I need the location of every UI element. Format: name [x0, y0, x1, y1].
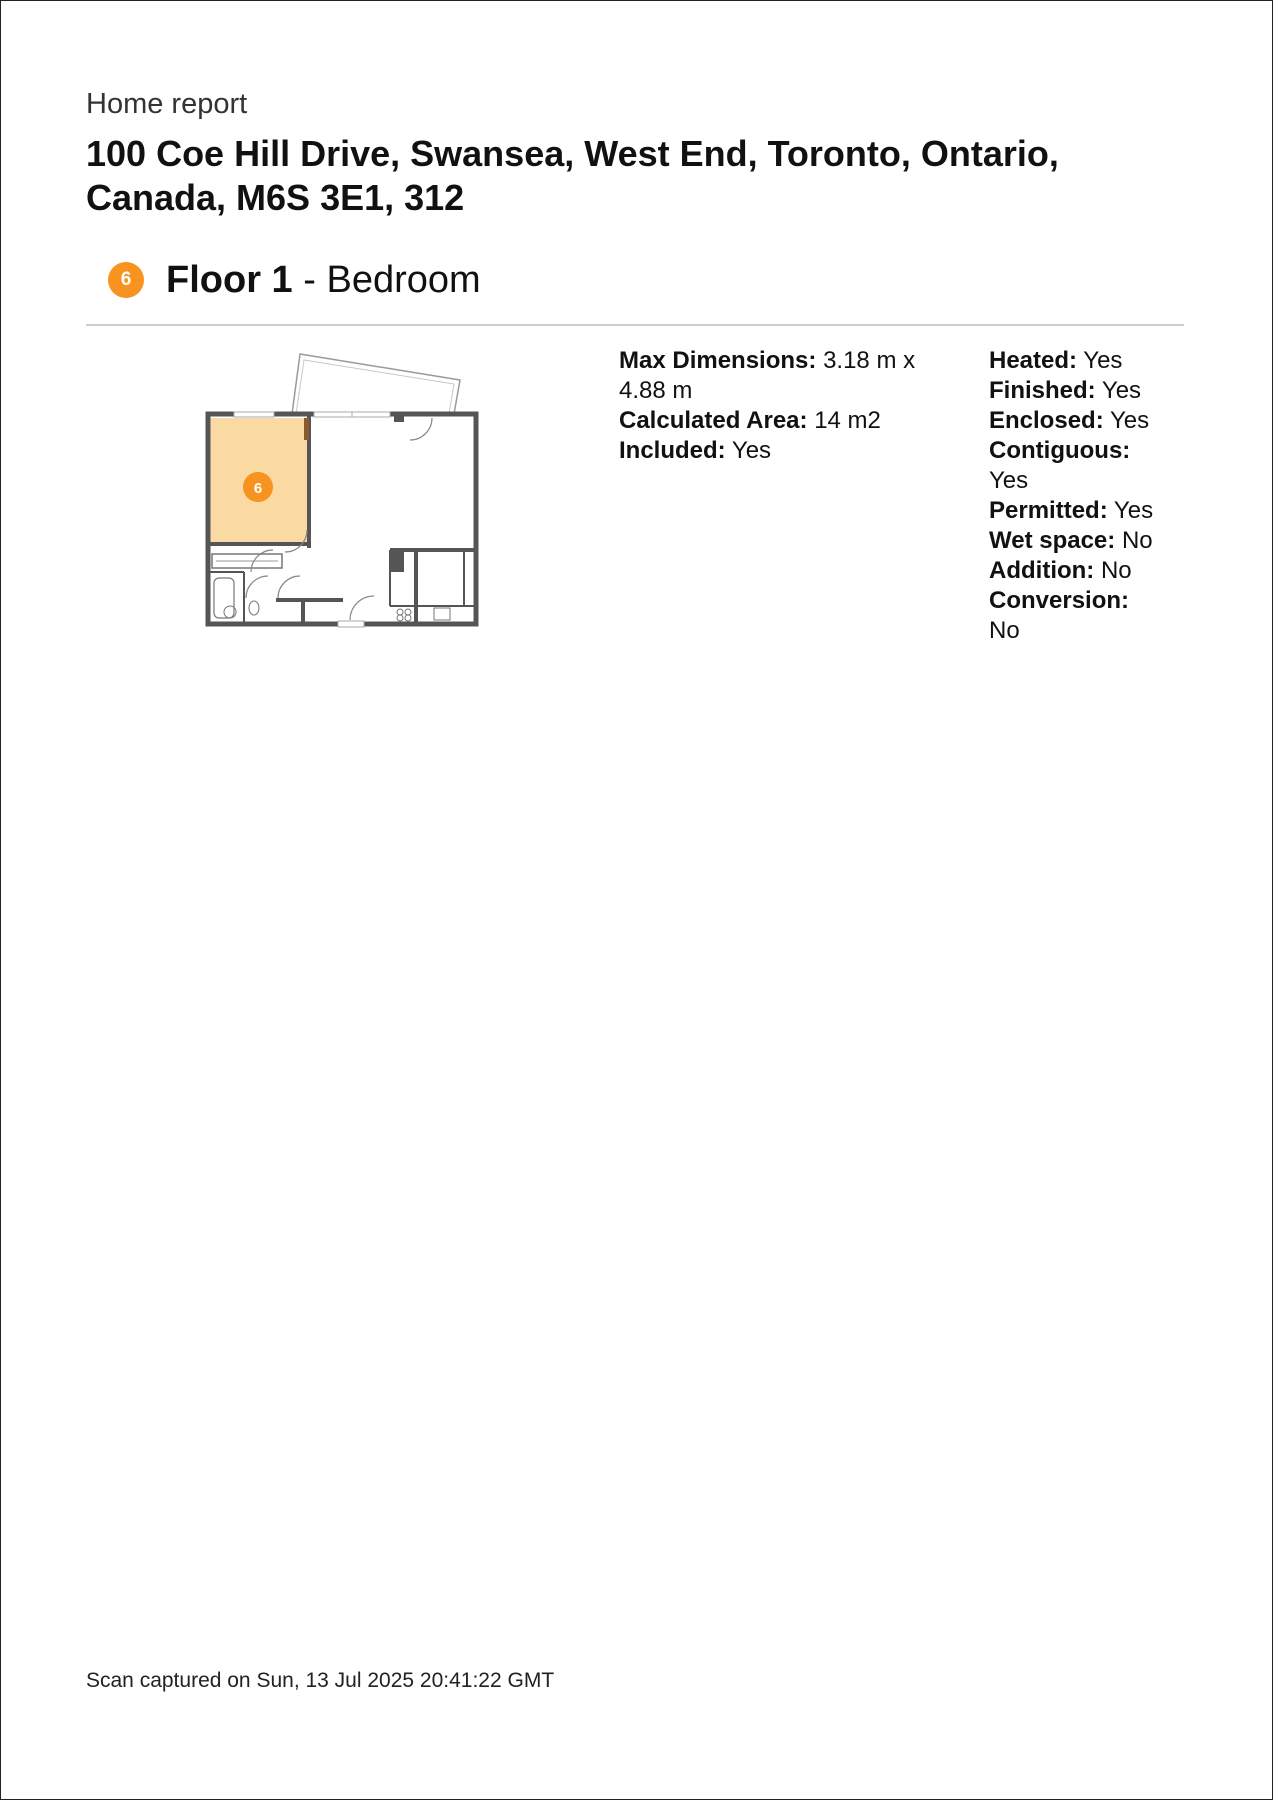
title-separator: -	[292, 258, 327, 301]
detail-calculated-area	[619, 406, 949, 436]
detail-key: Enclosed:	[989, 407, 1104, 434]
detail-addition	[989, 556, 1164, 586]
detail-value: No	[1100, 557, 1132, 584]
detail-max-dimensions	[619, 346, 949, 406]
detail-key: Conversion:	[989, 587, 1130, 614]
detail-key: Calculated Area:	[619, 407, 808, 434]
detail-value: Yes	[1109, 407, 1150, 434]
section-divider	[86, 324, 1184, 326]
detail-finished	[989, 376, 1164, 406]
bedroom-marker-number: 6	[253, 480, 263, 497]
detail-key: Max Dimensions:	[619, 347, 817, 374]
detail-value: Yes	[989, 467, 1029, 494]
detail-value: Yes	[1101, 377, 1142, 404]
room-header	[108, 258, 481, 302]
detail-key: Addition:	[989, 557, 1095, 584]
floorplan	[196, 350, 486, 630]
detail-value: Yes	[1083, 347, 1123, 374]
room-name: Bedroom	[326, 258, 481, 301]
detail-key: Permitted:	[989, 497, 1108, 524]
detail-wet-space	[989, 526, 1164, 556]
room-details-attributes	[989, 346, 1164, 646]
room-title	[166, 259, 481, 302]
detail-included	[619, 436, 949, 466]
detail-heated	[989, 346, 1164, 376]
floor-label: Floor 1	[166, 258, 293, 301]
detail-key: Wet space:	[989, 527, 1116, 554]
detail-value: No	[989, 617, 1020, 644]
detail-key: Included:	[619, 437, 726, 464]
detail-enclosed	[989, 406, 1164, 436]
detail-permitted	[989, 496, 1164, 526]
property-address: 100 Coe Hill Drive, Swansea, West End, Toronto, Ontario, Canada, M6S 3E1, 312	[86, 133, 1059, 218]
detail-key: Heated:	[989, 347, 1078, 374]
room-number-badge: 6	[108, 262, 144, 298]
detail-key: Contiguous:	[989, 437, 1131, 464]
detail-contiguous	[989, 436, 1164, 496]
balcony-outline	[292, 354, 460, 414]
detail-value: No	[1121, 527, 1153, 554]
detail-value: 3.18 m x 4.88 m	[619, 347, 916, 404]
scan-timestamp: Scan captured on Sun, 13 Jul 2025 20:41:22 GMT	[86, 1669, 555, 1692]
room-details-primary	[619, 346, 949, 466]
detail-value: Yes	[1113, 497, 1154, 524]
detail-conversion	[989, 586, 1164, 646]
detail-key: Finished:	[989, 377, 1096, 404]
detail-value: Yes	[731, 437, 772, 464]
report-label: Home report	[86, 88, 248, 120]
detail-value: 14 m2	[814, 407, 881, 434]
